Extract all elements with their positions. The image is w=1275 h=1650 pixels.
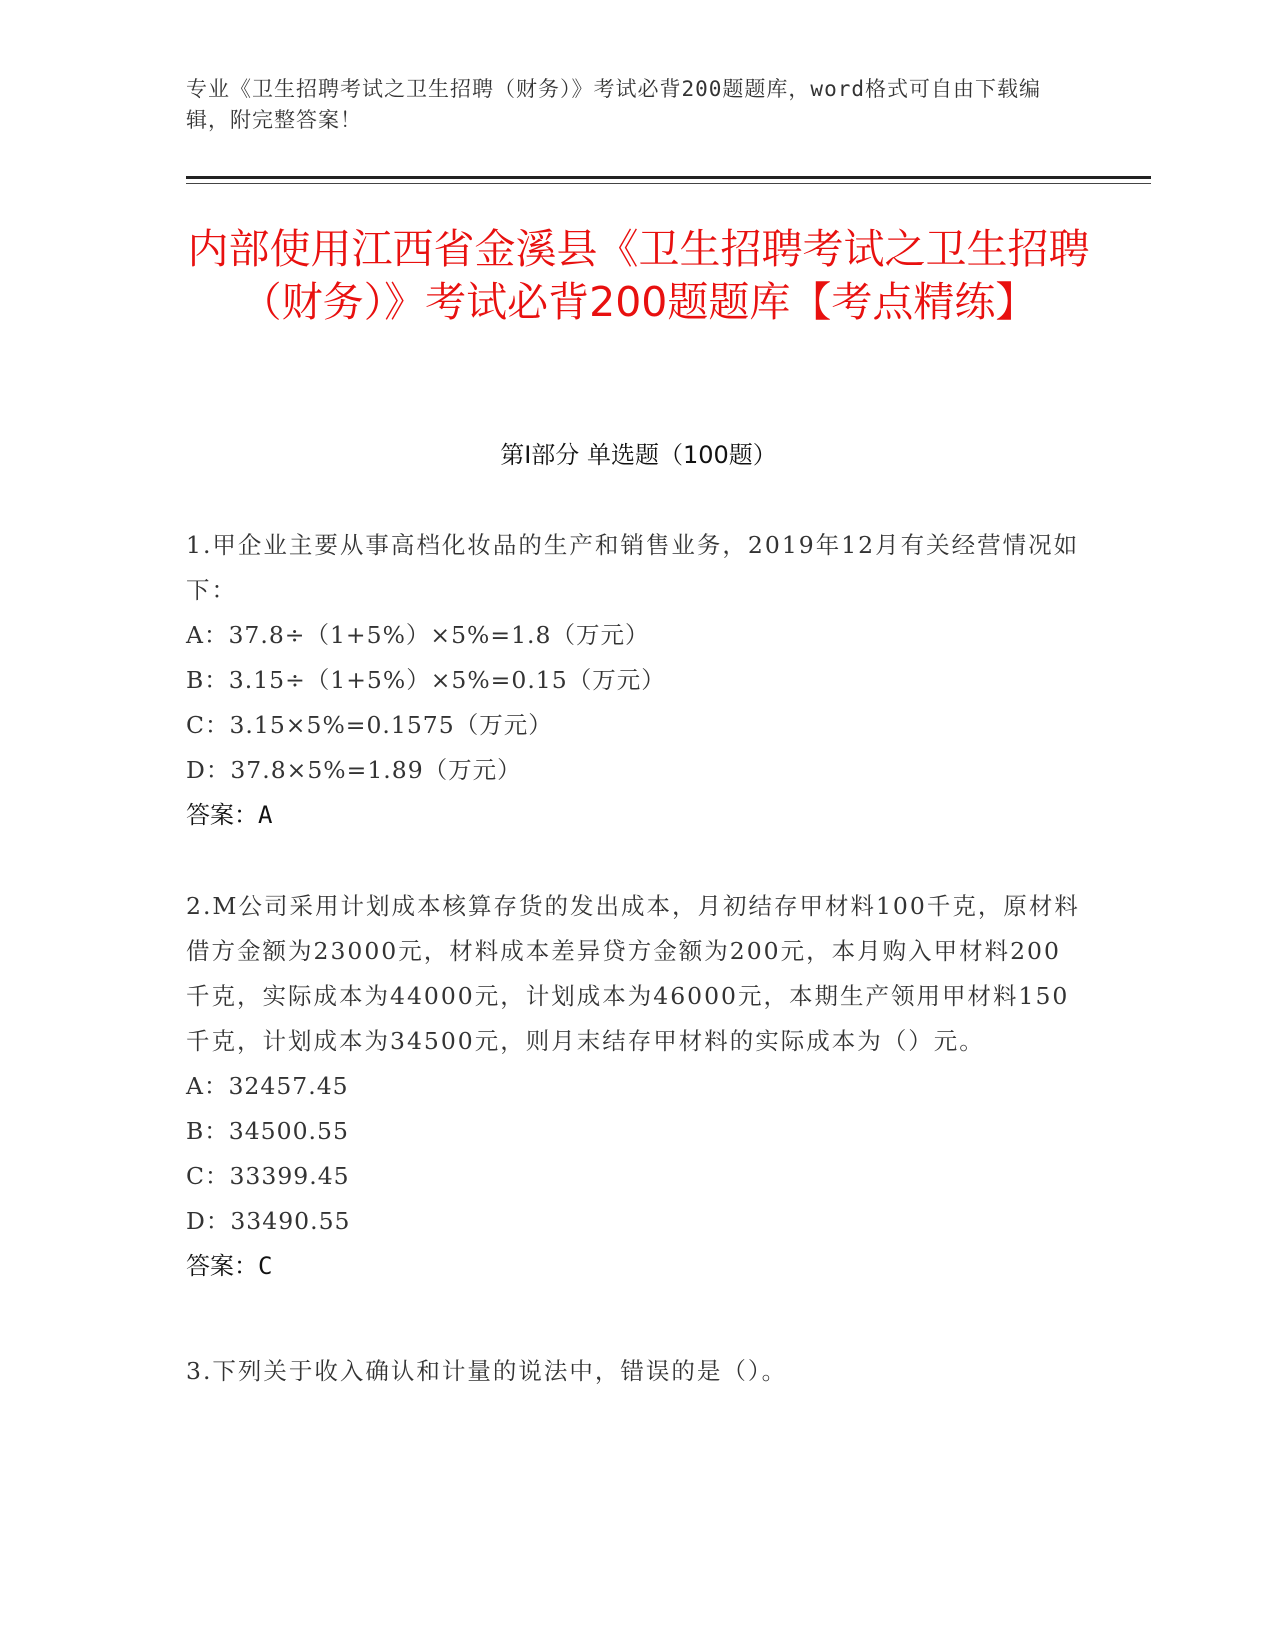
answer-line: 答案：A — [186, 801, 273, 829]
question-2 — [186, 884, 1086, 1288]
question-stem: 2.M公司采用计划成本核算存货的发出成本，月初结存甲材料100千克，原材料借方金额为23000元，材料成本差异贷方金额为200元，本月购入甲材料200千克，实际成本为44000元，计划成本为46000元，本期生产领用甲材料150千克，计划成本为34500元，则月末结存甲材料的实际成本为（）元。 — [186, 892, 1080, 1055]
question-stem: 3.下列关于收入确认和计量的说法中，错误的是（）。 — [186, 1357, 788, 1385]
header-note: 专业《卫生招聘考试之卫生招聘（财务）》考试必背200题题库，word格式可自由下载编辑，附完整答案！ — [186, 77, 1041, 132]
option-a: A：37.8÷（1+5%）×5%=1.8（万元） — [186, 621, 650, 649]
header-divider-thin — [186, 183, 1151, 184]
option-b: B：3.15÷（1+5%）×5%=0.15（万元） — [186, 666, 666, 694]
option-d: D：33490.55 — [186, 1207, 351, 1235]
option-a: A：32457.45 — [186, 1072, 349, 1100]
option-c: C：33399.45 — [186, 1162, 350, 1190]
question-3 — [186, 1349, 1086, 1394]
answer-line: 答案：C — [186, 1252, 273, 1280]
option-b: B：34500.55 — [186, 1117, 349, 1145]
question-1 — [186, 523, 1086, 837]
section-heading: 第I部分 单选题（100题） — [500, 441, 777, 469]
option-d: D：37.8×5%=1.89（万元） — [186, 756, 522, 784]
header-divider-thick — [186, 176, 1151, 179]
document-title: 内部使用江西省金溪县《卫生招聘考试之卫生招聘（财务）》考试必背200题题库【考点精练】 — [187, 225, 1090, 326]
question-stem: 1.甲企业主要从事高档化妆品的生产和销售业务，2019年12月有关经营情况如下： — [186, 531, 1080, 604]
option-c: C：3.15×5%=0.1575（万元） — [186, 711, 553, 739]
